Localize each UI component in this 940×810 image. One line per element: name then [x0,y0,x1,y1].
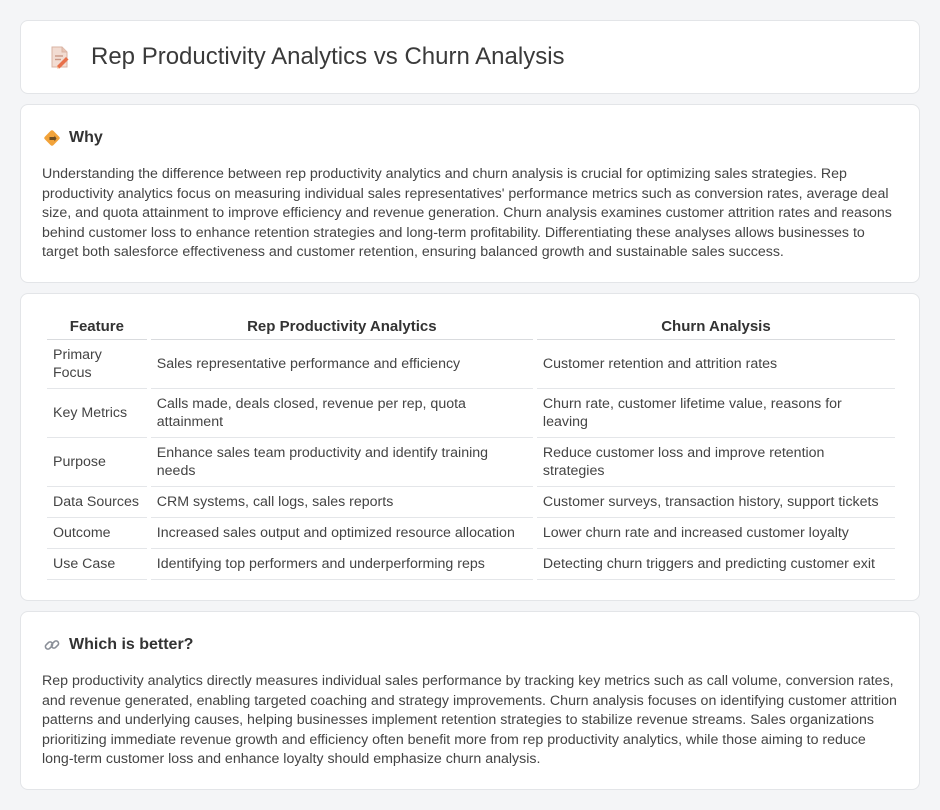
diamond-sign-icon [43,129,61,147]
churn-analysis-cell: Lower churn rate and increased customer loyalty [537,518,895,549]
feature-cell: Outcome [47,518,147,549]
churn-analysis-cell: Customer retention and attrition rates [537,340,895,389]
churn-analysis-cell: Detecting churn triggers and predicting customer exit [537,549,895,580]
why-section [20,104,920,283]
table-row [47,438,895,487]
rep-productivity-cell: Calls made, deals closed, revenue per rep, quota attainment [151,389,533,438]
rep-productivity-cell: Sales representative performance and efficiency [151,340,533,389]
column-header-feature: Feature [47,314,147,340]
comparison-table [43,314,899,580]
churn-analysis-cell: Reduce customer loss and improve retention strategies [537,438,895,487]
which-is-better-section [20,611,920,790]
column-header-rep-productivity: Rep Productivity Analytics [151,314,533,340]
churn-analysis-cell: Customer surveys, transaction history, support tickets [537,487,895,518]
churn-analysis-cell: Churn rate, customer lifetime value, reasons for leaving [537,389,895,438]
which-is-better-text: Rep productivity analytics directly measures individual sales performance by tracking key metrics such as call volume, conversion rates, and revenue generated, enabling targeted coaching and strategy improvements. Churn analysis focuses on identifying customer attrition patterns and underlying causes, helping businesses implement retention strategies to stabilize revenue streams. Sales organizations prioritizing immediate revenue growth and efficiency often benefit more from rep productivity analytics, while those aiming to reduce long-term customer loss and enhance loyalty should emphasize churn analysis. [42,673,897,768]
why-heading: Why [69,129,103,146]
table-row [47,549,895,580]
title-card [20,20,920,94]
table-row [47,487,895,518]
feature-cell: Purpose [47,438,147,487]
rep-productivity-cell: Identifying top performers and underperforming reps [151,549,533,580]
feature-cell: Use Case [47,549,147,580]
column-header-churn-analysis: Churn Analysis [537,314,895,340]
document-pencil-icon [47,45,71,69]
rep-productivity-cell: Enhance sales team productivity and identify training needs [151,438,533,487]
comparison-section [20,293,920,601]
which-is-better-heading: Which is better? [69,636,194,653]
link-icon [43,636,61,654]
why-text: Understanding the difference between rep productivity analytics and churn analysis is crucial for optimizing sales strategies. Rep productivity analytics focus on measuring individual sales representatives' performance metrics such as conversion rates, average deal size, and quota attainment to improve efficiency and revenue generation. Churn analysis examines customer attrition rates and reasons behind customer loss to enhance retention strategies and long-term profitability. Differentiating these analyses allows businesses to target both salesforce effectiveness and customer retention, ensuring balanced growth and sustainable sales success. [42,166,892,261]
table-row [47,389,895,438]
rep-productivity-cell: CRM systems, call logs, sales reports [151,487,533,518]
feature-cell: Data Sources [47,487,147,518]
rep-productivity-cell: Increased sales output and optimized resource allocation [151,518,533,549]
table-row [47,340,895,389]
page-title: Rep Productivity Analytics vs Churn Analysis [91,43,565,70]
feature-cell: Key Metrics [47,389,147,438]
table-row [47,518,895,549]
feature-cell: Primary Focus [47,340,147,389]
